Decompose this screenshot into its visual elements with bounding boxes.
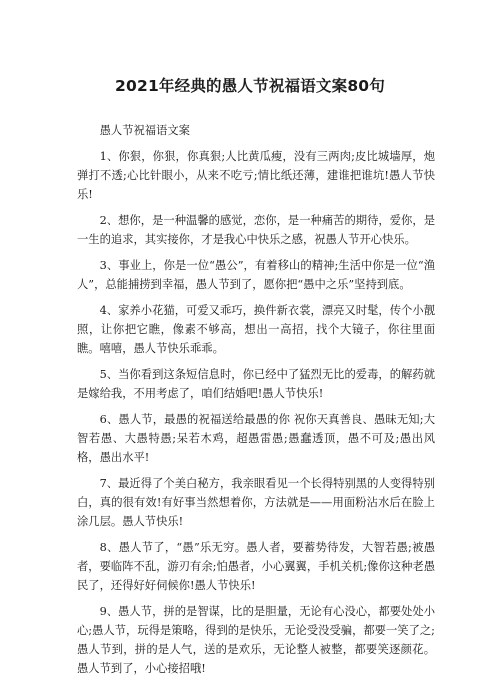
paragraph-1: 1、你狠，你狠，你真狠;人比黄瓜瘦，没有三两肉;皮比城墙厚，炮弹打不透;心比针眼小，从来不吃亏;情比纸还薄，建谁把谁坑!愚人节快乐! [77, 150, 435, 201]
paragraph-5: 5、当你看到这条短信息时，你已经中了猛烈无比的爱毒，的解药就是嫁给我，不用考虑了，咱们结婚吧!愚人节快乐! [77, 368, 435, 400]
paragraph-3: 3、事业上，你是一位“愚公”，有着移山的精神;生活中你是一位“渔人”，总能捕捞到幸福，愚人节到了，愿你把“愚中之乐”坚持到底。 [77, 259, 435, 291]
paragraph-7: 7、最近得了个美白秘方，我亲眼看见一个长得特别黑的人变得特别白，真的很有效!有好事当然想着你，方法就是——用面粉沾水后在脸上涂几层。愚人节快乐! [77, 477, 435, 528]
paragraph-6: 6、愚人节，最愚的祝福送给最愚的你 祝你天真善良、愚昧无知;大智若愚、大愚特愚;呆若木鸡，超愚雷愚;愚蠢透顶，愚不可及;愚出风格，愚出水平! [77, 413, 435, 464]
paragraph-9: 9、愚人节，拼的是智谋，比的是胆量，无论有心没心，都要处处小心;愚人节，玩得是策略，得到的是快乐，无论受没受骗，都要一笑了之;愚人节到，拼的是人气，送的是欢乐，无论整人被整，都要笑逐颜花。愚人节到了，小心接招哦! [77, 605, 435, 675]
paragraph-4: 4、家养小花猫，可爱又乖巧，换件新衣裳，漂亮又时髦，传个小靓照，让你把它瞧，像素不够高，想出一高招，找个大镜子，你往里面瞧。嘻嘻，愚人节快乐乖乖。 [77, 304, 435, 355]
page-title: 2021年经典的愚人节祝福语文案80句 [114, 77, 385, 95]
section-heading: 愚人节祝福语文案 [99, 124, 190, 137]
document-body [77, 121, 435, 685]
paragraph-2: 2、想你，是一种温馨的感觉，恋你，是一种痛苦的期待，爱你，是一生的追求，其实接你，才是我心中快乐之感，祝愚人节开心快乐。 [77, 214, 435, 246]
paragraph-8: 8、愚人节了，“愚”乐无穷。愚人者，要蓄势待发，大智若愚;被愚者，要临阵不乱，游刃有余;怕愚者，小心翼翼，手机关机;像你这种老愚民了，还得好好伺候你!愚人节快乐! [77, 541, 435, 592]
